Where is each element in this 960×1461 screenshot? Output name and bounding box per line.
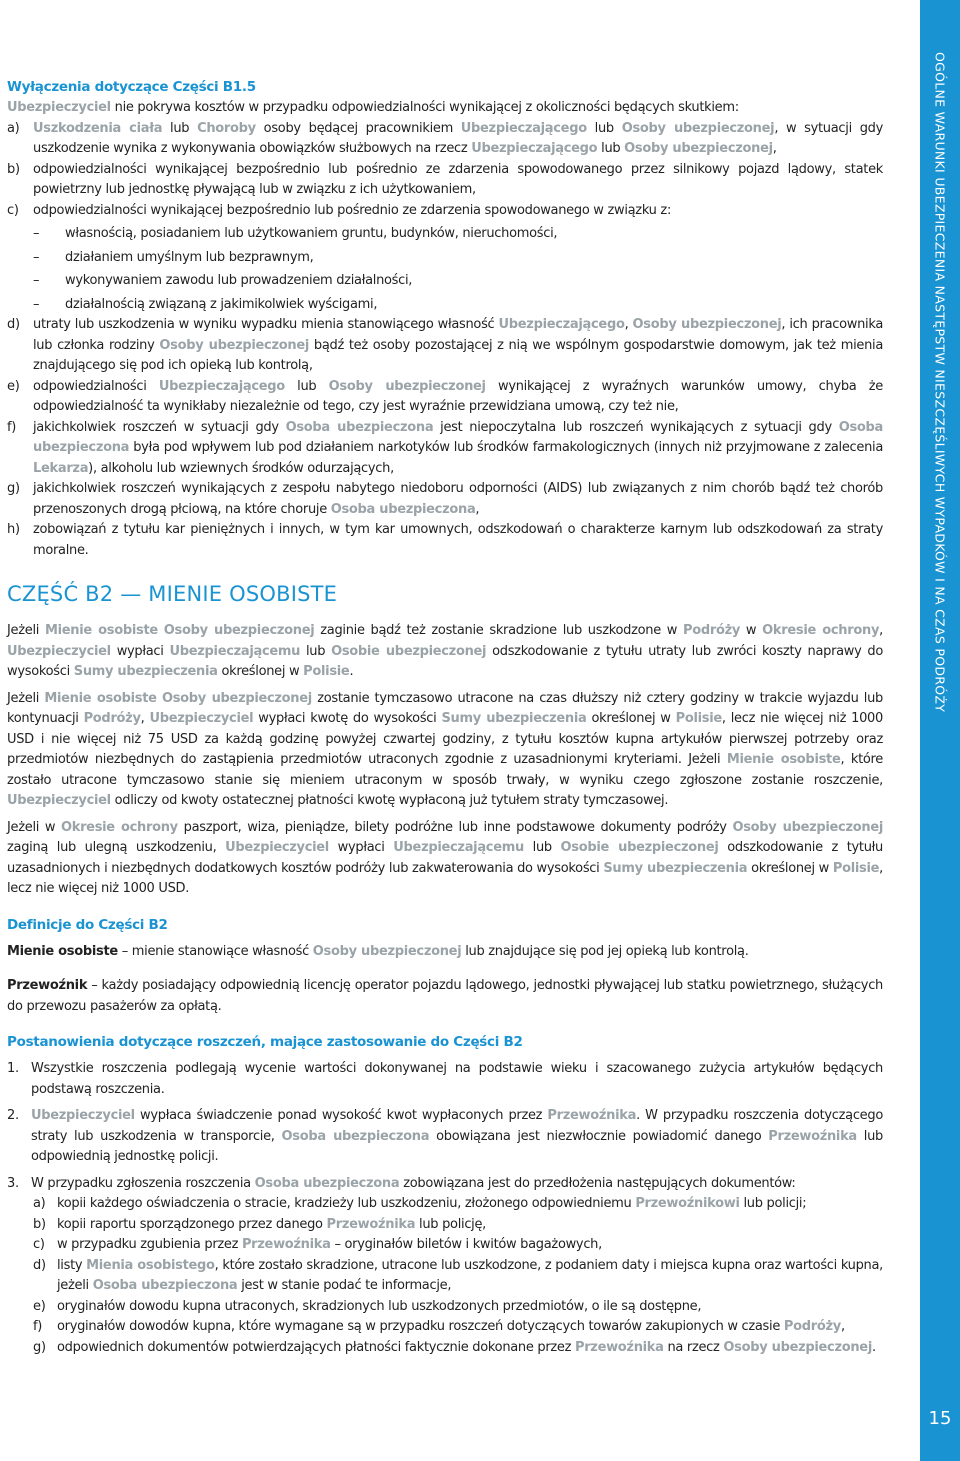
text-run: lub znajdujące się pod jej opieką lub kontrolą. xyxy=(461,943,749,959)
list-item: f) jakichkolwiek roszczeń w sytuacji gdy Osoba ubezpieczona jest niepoczytalna lub roszczeń wynikających z sytuacji gdy Osoba ubezpieczona była pod wpływem lub pod działaniem narkotyków lub środków farmakologicznych (innych niż przyjmowane z zalecenia Lekarza), alkoholu lub wziewnych środków odurzających, xyxy=(7,419,883,476)
page-number: 15 xyxy=(928,1408,952,1429)
list-item: a) Uszkodzenia ciała lub Choroby osoby będącej pracownikiem Ubezpieczającego lub Osoby ubezpieczonej, w sytuacji gdy uszkodzenie wynika z wykonywania obowiązków służbowych na rzecz Ubezpieczającego lub Osoby ubezpieczonej, xyxy=(7,120,884,156)
text-run: zobowiązań z tytułu kar pieniężnych i innych, w tym kar umownych, odszkodowań o charakterze karnym lub odszkodowań za straty moralne. xyxy=(33,522,883,558)
text-run: wypłaci xyxy=(328,840,394,855)
defined-term: Przewoźnika xyxy=(547,1108,637,1123)
text-run: odliczy od kwoty ostatecznej płatności kwotę wypłaconą już tytułem straty tymczasowej. xyxy=(110,793,669,808)
defined-term: Osoby ubezpieczonej xyxy=(328,378,486,394)
defined-term: Osoby ubezpieczonej xyxy=(723,1339,872,1355)
defined-term: Ubezpieczającego xyxy=(158,378,285,394)
dash-item: – wykonywaniem zawodu lub prowadzeniem działalności, xyxy=(33,273,413,288)
defined-term: Osoba ubezpieczona xyxy=(254,1175,400,1191)
list-item: b) odpowiedzialności wynikającej bezpośrednio lub pośrednio ze zdarzenia spowodowanego przez silnikowy pojazd lądowy, statek powietrzny lub jednostkę pływającą lub w związku z ich użytkowaniem, xyxy=(7,161,883,197)
text-run: , w sytuacji gdy uszkodzenie wynika z wykonywania obowiązków służbowych na rzecz xyxy=(33,120,884,156)
defined-term: Okresie ochrony xyxy=(762,623,880,638)
text-run: odszkodowanie z tytułu uzasadnionych i niezbędnych dodatkowych kosztów podróży lub zakwaterowania do wysokości xyxy=(7,840,884,876)
defined-term: Mienie osobiste xyxy=(726,752,841,767)
defined-term: Sumy ubezpieczenia xyxy=(73,664,218,679)
text-run: , które zostało skradzione, utracone lub uszkodzone, z podaniem daty i miejsca kupna oraz wartości kupna, jeżeli xyxy=(57,1257,883,1293)
text-run: wypłaca świadczenie ponad wysokość kwot wypłaconych przez xyxy=(134,1108,548,1123)
defined-term: Podróży xyxy=(783,1319,841,1334)
defined-term: Ubezpieczającego xyxy=(471,141,598,156)
text-run: lub xyxy=(284,378,329,394)
defined-term: Osobie ubezpieczonej xyxy=(560,840,719,855)
text-run: na rzecz xyxy=(663,1339,724,1355)
claims-item: 1. Wszystkie roszczenia podlegają wycenie wartości dokonywanej na podstawie wieku i szacowanego zużycia artykułów będących podstawą roszczenia. xyxy=(7,1061,883,1097)
text-run: lub xyxy=(597,141,625,156)
b2-paragraph xyxy=(7,689,883,812)
text-run: odpowiedzialności wynikającej bezpośrednio lub pośrednio ze zdarzenia spowodowanego w związku z: xyxy=(33,202,672,218)
text-run: ), alkoholu lub wziewnych środków odurzających, xyxy=(88,460,394,476)
list-item: c) odpowiedzialności wynikającej bezpośrednio lub pośrednio ze zdarzenia spowodowanego w związku z: xyxy=(7,202,672,218)
defined-term: Choroby xyxy=(197,120,256,136)
section-title-b2: CZĘŚĆ B2 — MIENIE OSOBISTE xyxy=(7,582,338,606)
defined-term: Polisie xyxy=(675,711,722,726)
defined-term: Przewoźnikowi xyxy=(635,1196,740,1211)
defined-term: Lekarza xyxy=(33,460,89,476)
text-run: była pod wpływem lub pod działaniem narkotyków lub środków farmakologicznych (innych niż przyjmowane z zalecenia xyxy=(129,440,883,455)
text-run: oryginałów dowodu kupna utraconych, skradzionych lub uszkodzonych przedmiotów, o ile są dostępne, xyxy=(57,1298,702,1314)
defined-term: Ubezpieczyciel xyxy=(7,643,111,659)
defined-term: Mienie osobiste xyxy=(44,623,158,638)
defined-term: Osoby ubezpieczonej xyxy=(632,317,782,332)
text-run: . W przypadku roszczenia dotyczącego straty lub uszkodzenia w transporcie, xyxy=(31,1108,883,1144)
sidebar-band xyxy=(920,0,960,1461)
defined-term: Przewoźnika xyxy=(241,1237,331,1252)
text-run: oryginałów dowodów kupna, które wymagane są w przypadku roszczeń dotyczących towarów zakupionych w czasie xyxy=(57,1319,784,1334)
defined-term: Ubezpieczającego xyxy=(498,317,625,332)
defined-term: Osoby ubezpieczonej xyxy=(312,943,462,959)
defined-term: Osoba ubezpieczona xyxy=(92,1278,238,1293)
defined-term: Podróży xyxy=(683,623,741,638)
claims-subitem: g) odpowiednich dokumentów potwierdzających płatności faktycznie dokonane przez Przewoźnika na rzecz Osoby ubezpieczonej. xyxy=(33,1339,876,1355)
defined-term: Osoby ubezpieczonej xyxy=(163,623,315,638)
text-run: , xyxy=(475,501,480,517)
defined-term: Przewoźnika xyxy=(768,1128,857,1144)
defined-term: Przewoźnika xyxy=(574,1339,664,1355)
sidebar-title: OGÓLNE WARUNKI UBEZPIECZENIA NASTĘPSTW NIESZCZĘŚLIWYCH WYPADKÓW I NA CZAS PODRÓŻY xyxy=(932,52,948,713)
text-run: odpowiednich dokumentów potwierdzających płatności faktycznie dokonane przez xyxy=(57,1339,575,1355)
text-run: lub xyxy=(586,120,622,136)
defined-term: Ubezpieczyciel xyxy=(7,793,111,808)
definitions-heading: Definicje do Części B2 xyxy=(7,916,168,933)
text-run: , xyxy=(879,623,883,638)
defined-term: Osoby ubezpieczonej xyxy=(624,141,773,156)
list-item: h) zobowiązań z tytułu kar pieniężnych i innych, w tym kar umownych, odszkodowań o charakterze karnym lub odszkodowań za straty moralne. xyxy=(7,522,883,558)
list-item: g) jakichkolwiek roszczeń wynikających z zespołu nabytego niedoboru odporności (AIDS) lub związanych z nim chorób bądź też chorób przenoszonych drogą płciową, na które choruje Osoba ubezpieczona, xyxy=(7,481,883,517)
defined-term: Osoba ubezpieczona xyxy=(281,1128,430,1144)
text-run: nie pokrywa kosztów w przypadku odpowiedzialności wynikającej z okoliczności będących skutkiem: xyxy=(110,100,739,115)
defined-term: Sumy ubezpieczenia xyxy=(441,711,587,726)
claims-subitem: b) kopii raportu sporządzonego przez danego Przewoźnika lub policję, xyxy=(33,1216,487,1232)
text-run: wypłaci kwotę do wysokości xyxy=(253,711,442,726)
text-run: – oryginałów biletów i kwitów bagażowych, xyxy=(330,1237,602,1252)
text-run: , xyxy=(840,1319,845,1334)
text-run: bądź też osoby pozostającej z nią we wspólnym gospodarstwie domowym, jak też mienia znajdującego się pod ich opieką lub kontrolą, xyxy=(33,337,883,373)
text-run: w xyxy=(740,623,763,638)
text-run: wynikającej z wyraźnych warunków umowy, chyba że odpowiedzialność ta wynikłaby niezależnie od tego, czy jest wyraźnie przewidziana umową, czy też nie, xyxy=(33,378,883,414)
text-run: , xyxy=(140,711,150,726)
defined-term: Osoby ubezpieczonej xyxy=(621,120,775,136)
text-run: lub xyxy=(162,120,198,136)
claims-heading: Postanowienia dotyczące roszczeń, mające zastosowanie do Części B2 xyxy=(7,1034,523,1050)
text-run: jest w stanie podać te informacje, xyxy=(237,1278,452,1293)
list-item: d) utraty lub uszkodzenia w wyniku wypadku mienia stanowiącego własność Ubezpieczającego, Osoby ubezpieczonej, ich pracownika lub członka rodziny Osoby ubezpieczonej bądź też osoby pozostającej z nią we wspólnym gospodarstwie domowym, jak też mienia znajdującego się pod ich opieką lub kontrolą, xyxy=(7,317,883,373)
text-run: listy xyxy=(57,1257,87,1273)
defined-term: Ubezpieczającemu xyxy=(169,643,301,659)
defined-term: Podróży xyxy=(83,711,141,726)
defined-term: Osobie ubezpieczonej xyxy=(331,643,487,659)
text-run: zaginie bądź też zostanie skradzione lub uszkodzone w xyxy=(314,623,683,638)
defined-term: Mienie osobiste xyxy=(7,943,118,959)
text-run: utraty lub uszkodzenia w wyniku wypadku mienia stanowiącego własność xyxy=(33,317,499,332)
text-run: zaginą lub ulegną uszkodzeniu, xyxy=(7,840,226,855)
claims-item: 2. Ubezpieczyciel wypłaca świadczenie ponad wysokość kwot wypłaconych przez Przewoźnika. W przypadku roszczenia dotyczącego straty lub uszkodzenia w transporcie, Osoba ubezpieczona obowiązana jest niezwłocznie powiadomić danego Przewoźnika lub odpowiednią jednostkę policji. xyxy=(7,1108,884,1164)
text-run: , xyxy=(624,317,633,332)
b2-paragraph xyxy=(7,621,883,683)
defined-term: Polisie xyxy=(832,860,880,876)
defined-term: Polisie xyxy=(303,664,350,679)
text-run: lub xyxy=(300,643,332,659)
text-run: , lecz nie więcej niż 1000 USD. xyxy=(7,860,883,896)
text-run: odpowiedzialności xyxy=(33,378,159,394)
text-run: w przypadku zgubienia przez xyxy=(57,1237,242,1252)
defined-term: Ubezpieczyciel xyxy=(7,100,111,115)
text-run: jest niepoczytalna lub roszczeń wynikających z sytuacji gdy xyxy=(433,419,839,435)
defined-term: Przewoźnik xyxy=(7,978,88,993)
defined-term: Osoby ubezpieczonej xyxy=(159,337,309,353)
text-run: . xyxy=(871,1339,876,1355)
definition-item xyxy=(7,942,883,963)
text-run: Jeżeli xyxy=(7,623,45,638)
section-heading-b15: Wyłączenia dotyczące Części B1.5 xyxy=(7,79,256,95)
text-run: osoby będącej pracownikiem xyxy=(255,120,461,136)
claims-subitem: d) listy Mienia osobistego, które zostało skradzione, utracone lub uszkodzone, z podaniem daty i miejsca kupna oraz wartości kupna, jeżeli Osoba ubezpieczona jest w stanie podać te informacje, xyxy=(33,1257,883,1293)
b15-intro xyxy=(7,98,883,119)
text-run: określonej w xyxy=(747,860,833,876)
text-run: zobowiązana jest do przedłożenia następujących dokumentów: xyxy=(399,1175,796,1191)
defined-term: Osoby ubezpieczonej xyxy=(161,690,312,706)
defined-term: Ubezpieczyciel xyxy=(225,840,329,855)
text-run: odszkodowanie z tytułu utraty lub zwróci koszty naprawy do wysokości xyxy=(7,643,883,679)
text-run: Wszystkie roszczenia podlegają wycenie wartości dokonywanej na podstawie wieku i szacowanego zużycia artykułów będących podstawą roszczenia. xyxy=(31,1061,883,1097)
text-run: kopii każdego oświadczenia o stracie, kradzieży lub uszkodzeniu, złożonego odpowiedniemu xyxy=(57,1196,636,1211)
defined-term: Osoby ubezpieczonej xyxy=(732,819,883,835)
text-run: jakichkolwiek roszczeń wynikających z zespołu nabytego niedoboru odporności (AIDS) lub związanych z nim chorób bądź też chorób przenoszonych drogą płciową, na które choruje xyxy=(33,481,883,517)
text-run: określonej w xyxy=(586,711,676,726)
definition-item xyxy=(7,976,883,1017)
defined-term: Uszkodzenia ciała xyxy=(33,120,163,136)
text-run: odpowiedzialności wynikającej bezpośrednio lub pośrednio ze zdarzenia spowodowanego przez silnikowy pojazd lądowy, statek powietrzny lub jednostkę pływającą lub w związku z ich użytkowaniem, xyxy=(33,161,883,197)
text-run: Jeżeli w xyxy=(7,819,61,835)
text-run: wypłaci xyxy=(110,643,170,659)
defined-term: Osoba ubezpieczona xyxy=(33,419,883,455)
text-run: kopii raportu sporządzonego przez danego xyxy=(57,1216,327,1232)
dash-item: – działalnością związaną z jakimikolwiek wyścigami, xyxy=(33,296,378,312)
document-body xyxy=(7,76,883,1358)
text-run: W przypadku zgłoszenia roszczenia xyxy=(31,1175,255,1191)
claims-item: 3. W przypadku zgłoszenia roszczenia Osoba ubezpieczona zobowiązana jest do przedłożenia następujących dokumentów: xyxy=(7,1175,796,1191)
text-run: określonej w xyxy=(217,664,304,679)
defined-term: Ubezpieczającemu xyxy=(393,840,524,855)
text-run: Jeżeli xyxy=(7,690,45,706)
defined-term: Przewoźnika xyxy=(326,1216,416,1232)
text-run: lub policję, xyxy=(415,1216,487,1232)
dash-item: – własnością, posiadaniem lub użytkowaniem gruntu, budynków, nieruchomości, xyxy=(33,226,558,241)
defined-term: Sumy ubezpieczenia xyxy=(603,860,748,876)
b2-paragraph xyxy=(7,818,883,900)
text-run: – każdy posiadający odpowiednią licencję operator pojazdu lądowego, jednostki pływającej lub statku powietrznego, służących do przewozu pasażerów za opłatą. xyxy=(7,978,883,1014)
claims-subitem: e) oryginałów dowodu kupna utraconych, skradzionych lub uszkodzonych przedmiotów, o ile są dostępne, xyxy=(33,1298,702,1314)
defined-term: Ubezpieczającego xyxy=(460,120,587,136)
text-run: , lecz nie więcej niż 1000 USD i nie więcej niż 75 USD za każdą godzinę powyżej czwartej godziny, z tytułu kosztów kupna artykułów pierwszej potrzeby oraz przedmiotów niezbędnych do zastąpienia przedmiotów utraconych zgodnie z uzasadnionymi kryteriami. Jeżeli xyxy=(7,711,883,767)
text-run: zostanie tymczasowo utracone na czas dłuższy niż cztery godziny w trakcie wyjazdu lub kontynuacji xyxy=(7,690,883,726)
text-run: lub policji; xyxy=(739,1196,807,1211)
text-run: obowiązana jest niezwłocznie powiadomić danego xyxy=(429,1128,769,1144)
defined-term: Ubezpieczyciel xyxy=(31,1108,135,1123)
defined-term: Osoba ubezpieczona xyxy=(285,419,434,435)
text-run: lub xyxy=(523,840,561,855)
text-run: , ich pracownika lub członka rodziny xyxy=(33,317,883,353)
text-run: paszport, wiza, pieniądze, bilety podróżne lub inne podstawowe dokumenty podróży xyxy=(177,819,733,835)
text-run: lub odpowiednią jednostkę policji. xyxy=(31,1128,884,1164)
defined-term: Mienia osobistego xyxy=(86,1257,215,1273)
defined-term: Ubezpieczyciel xyxy=(149,711,254,726)
text-run: . xyxy=(349,664,354,679)
defined-term: Osoba ubezpieczona xyxy=(330,501,476,517)
text-run: – mienie stanowiące własność xyxy=(117,943,313,959)
claims-subitem: f) oryginałów dowodów kupna, które wymagane są w przypadku roszczeń dotyczących towarów zakupionych w czasie Podróży, xyxy=(33,1319,845,1334)
claims-subitem: a) kopii każdego oświadczenia o stracie, kradzieży lub uszkodzeniu, złożonego odpowiedniemu Przewoźnikowi lub policji; xyxy=(33,1196,807,1211)
defined-term: Okresie ochrony xyxy=(60,819,178,835)
defined-term: Mienie osobiste xyxy=(44,690,157,706)
list-item: e) odpowiedzialności Ubezpieczającego lub Osoby ubezpieczonej wynikającej z wyraźnych warunków umowy, chyba że odpowiedzialność ta wynikłaby niezależnie od tego, czy jest wyraźnie przewidziana umową, czy też nie, xyxy=(7,378,883,414)
dash-item: – działaniem umyślnym lub bezprawnym, xyxy=(33,249,314,265)
text-run: jakichkolwiek roszczeń w sytuacji gdy xyxy=(33,419,286,435)
claims-subitem: c) w przypadku zgubienia przez Przewoźnika – oryginałów biletów i kwitów bagażowych, xyxy=(33,1237,602,1252)
text-run: , xyxy=(772,141,777,156)
text-run: , które zostało utracone tymczasowo stanie się mieniem utraconym w sposób trwały, w wyniku czego zgłoszone zostanie roszczenie, xyxy=(7,752,883,788)
